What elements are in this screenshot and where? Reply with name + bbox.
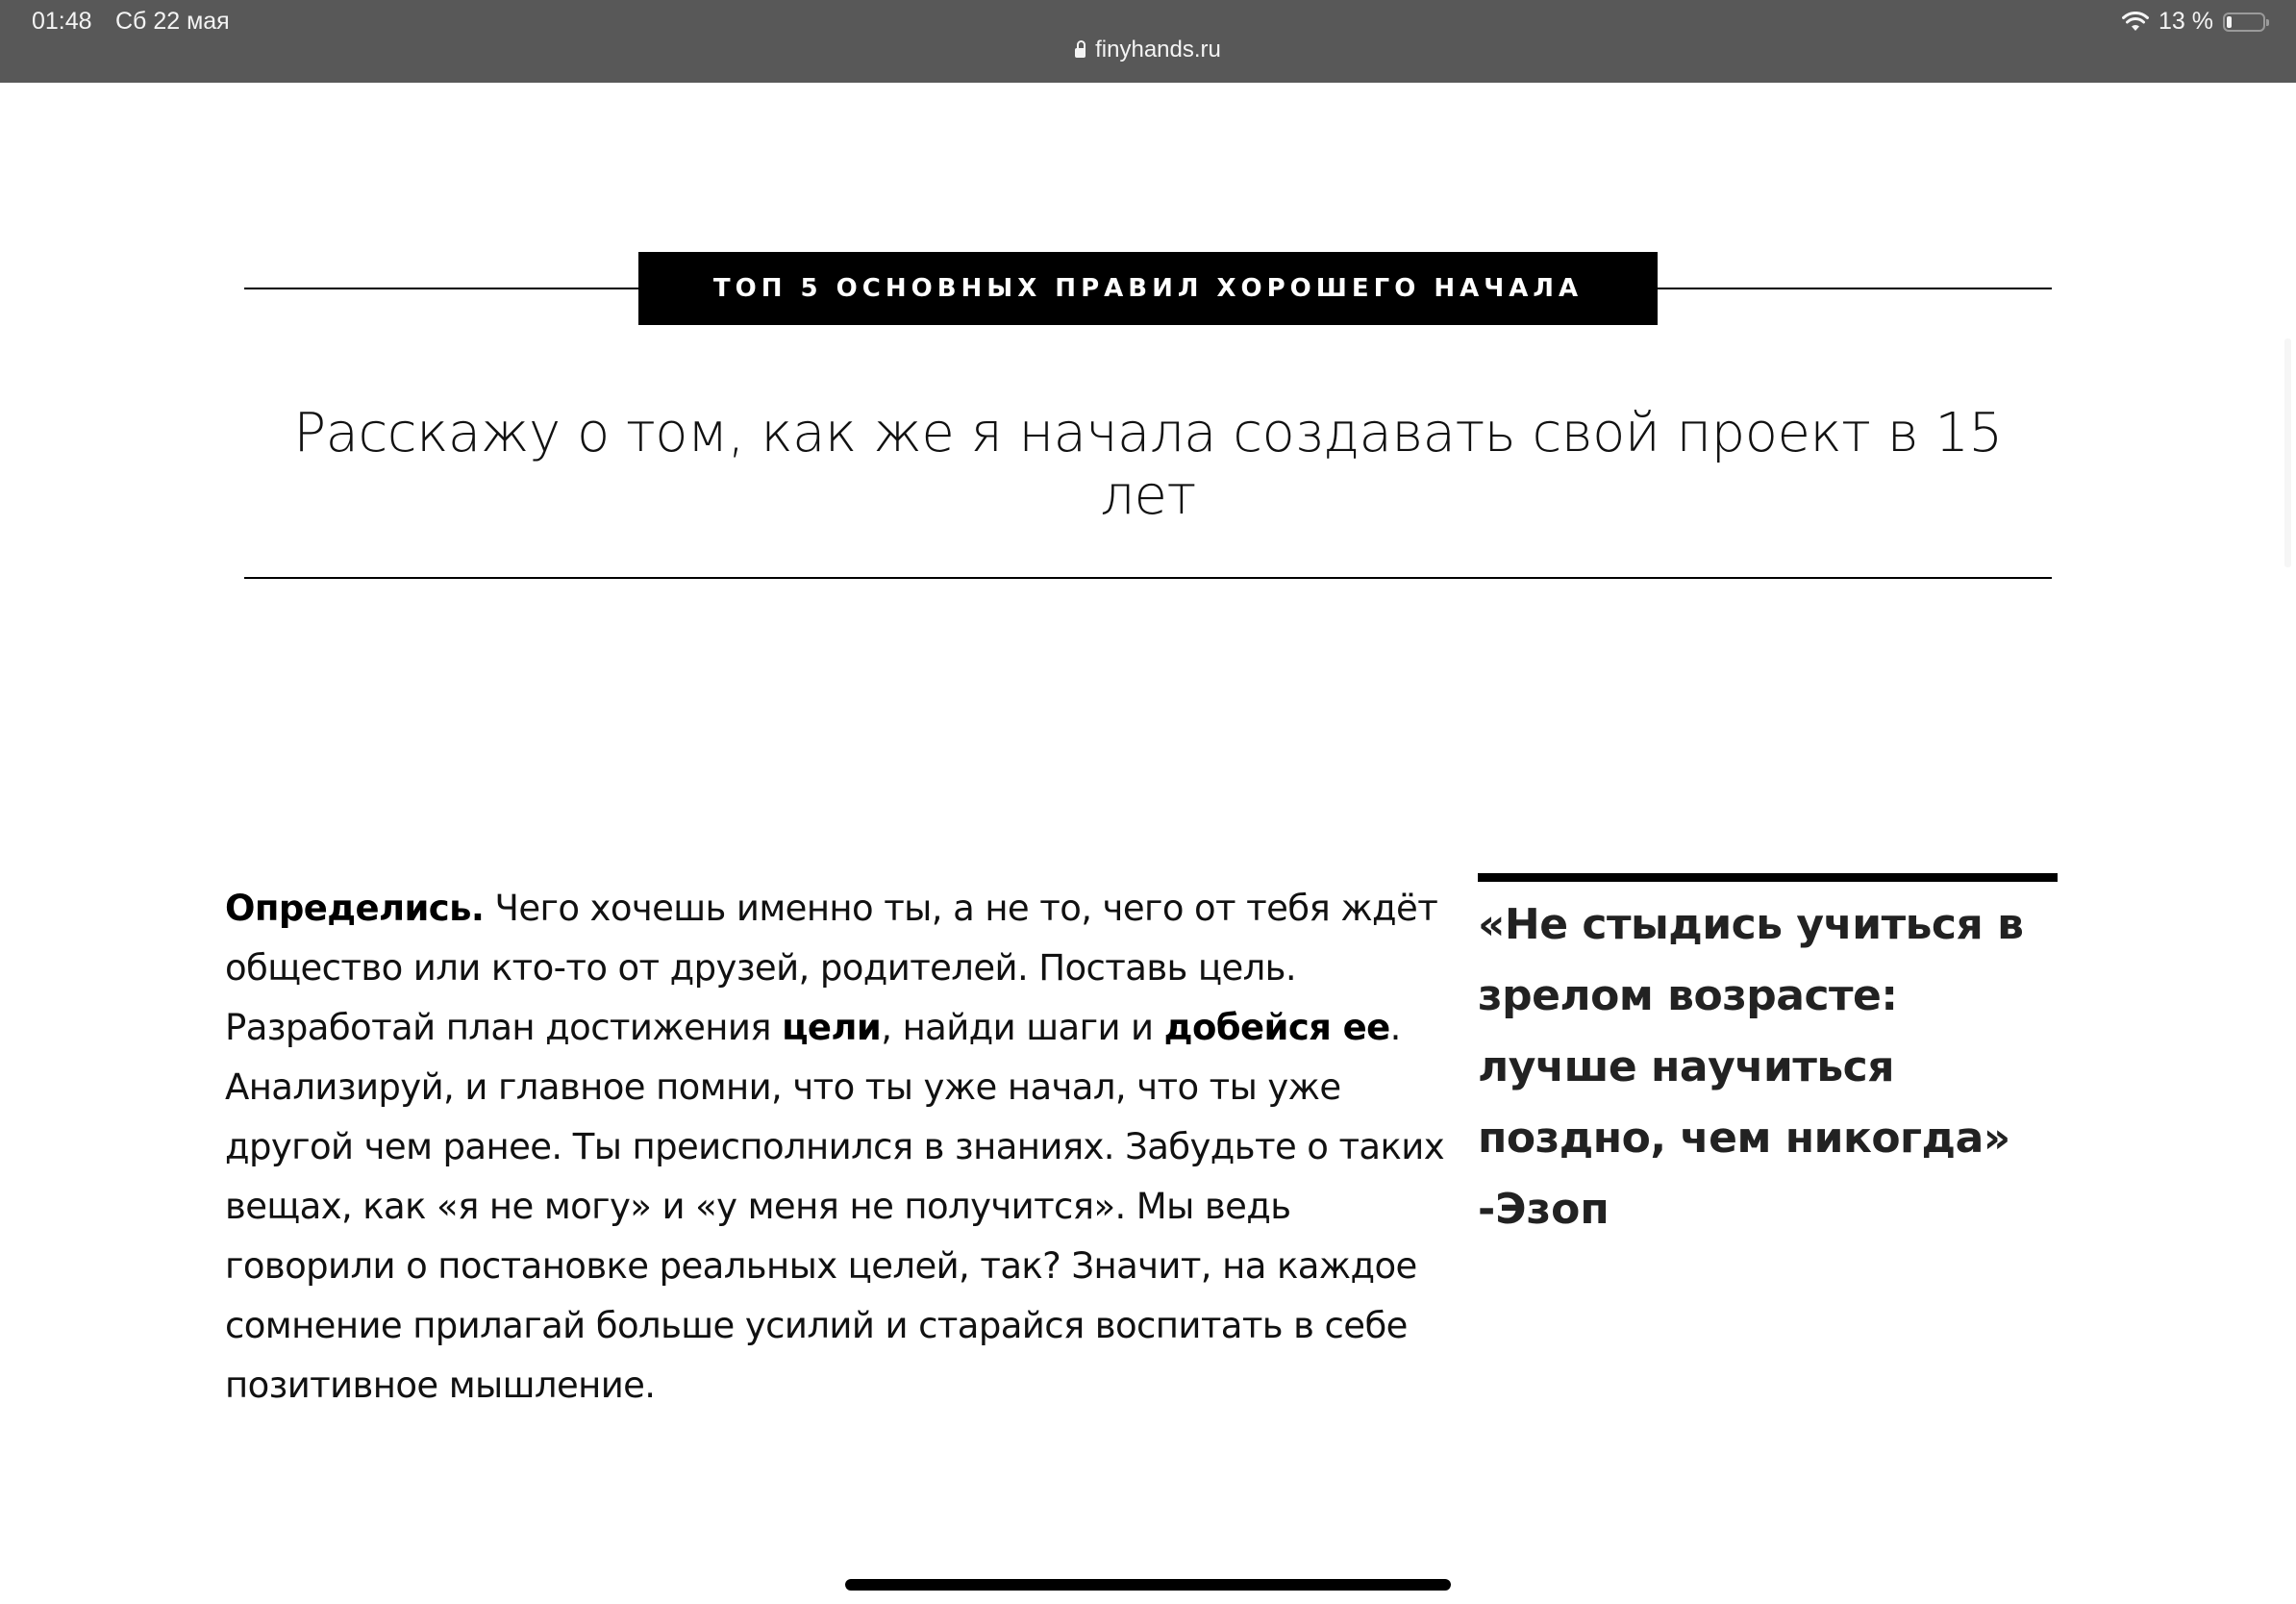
subtitle-divider <box>244 577 2052 579</box>
banner-rule-right <box>1658 288 2052 289</box>
pull-quote <box>1478 873 2058 1245</box>
battery-icon <box>2223 13 2265 32</box>
section-banner <box>638 252 1658 325</box>
article-body <box>225 879 1446 1416</box>
lead-bold: Определись. <box>225 888 485 929</box>
battery-percent: 13 % <box>2159 8 2213 35</box>
status-indicators <box>2122 8 2265 36</box>
body-part-1: Чего хочешь именно ты, а не то, чего от тебя ждёт общество или кто-то от друзей, родителей. Поставь цель. Разработай план достижения <box>225 888 1438 1048</box>
bold-achieve: добейся ее <box>1163 1007 1390 1048</box>
status-time: 01:48 <box>32 8 92 35</box>
body-part-3: . Анализируй, и главное помни, что ты уже начал, что ты уже другой чем ранее. Ты преисполнился в знаниях. Забудьте о таких вещах, как «я не могу» и «у меня не получится». Мы ведь говорили о постановке реальных целей, так? Значит, на каждое сомнение прилагай больше усилий и старайся воспитать в себе позитивное мышление. <box>225 1007 1444 1406</box>
home-indicator[interactable] <box>845 1579 1451 1591</box>
banner-rule-left <box>244 288 638 289</box>
url-text: finyhands.ru <box>1095 37 1221 63</box>
lock-icon <box>1075 48 1086 58</box>
page-scrollbar[interactable] <box>2284 338 2291 567</box>
bold-goal: цели <box>782 1007 882 1048</box>
status-date: Сб 22 мая <box>115 8 230 35</box>
quote-text: «Не стыдись учиться в зрелом возрасте: лучше научиться поздно, чем никогда» <box>1478 900 2024 1163</box>
status-bar <box>0 0 2296 83</box>
wifi-icon <box>2122 12 2149 33</box>
section-banner-label: ТОП 5 ОСНОВНЫХ ПРАВИЛ ХОРОШЕГО НАЧАЛА <box>712 274 1584 303</box>
address-bar[interactable] <box>0 37 2296 63</box>
article-subtitle: Расскажу о том, как же я начала создавать свой проект в 15 лет <box>293 402 2003 527</box>
body-part-2: , найди шаги и <box>881 1007 1164 1048</box>
quote-author: -Эзоп <box>1478 1185 1610 1234</box>
